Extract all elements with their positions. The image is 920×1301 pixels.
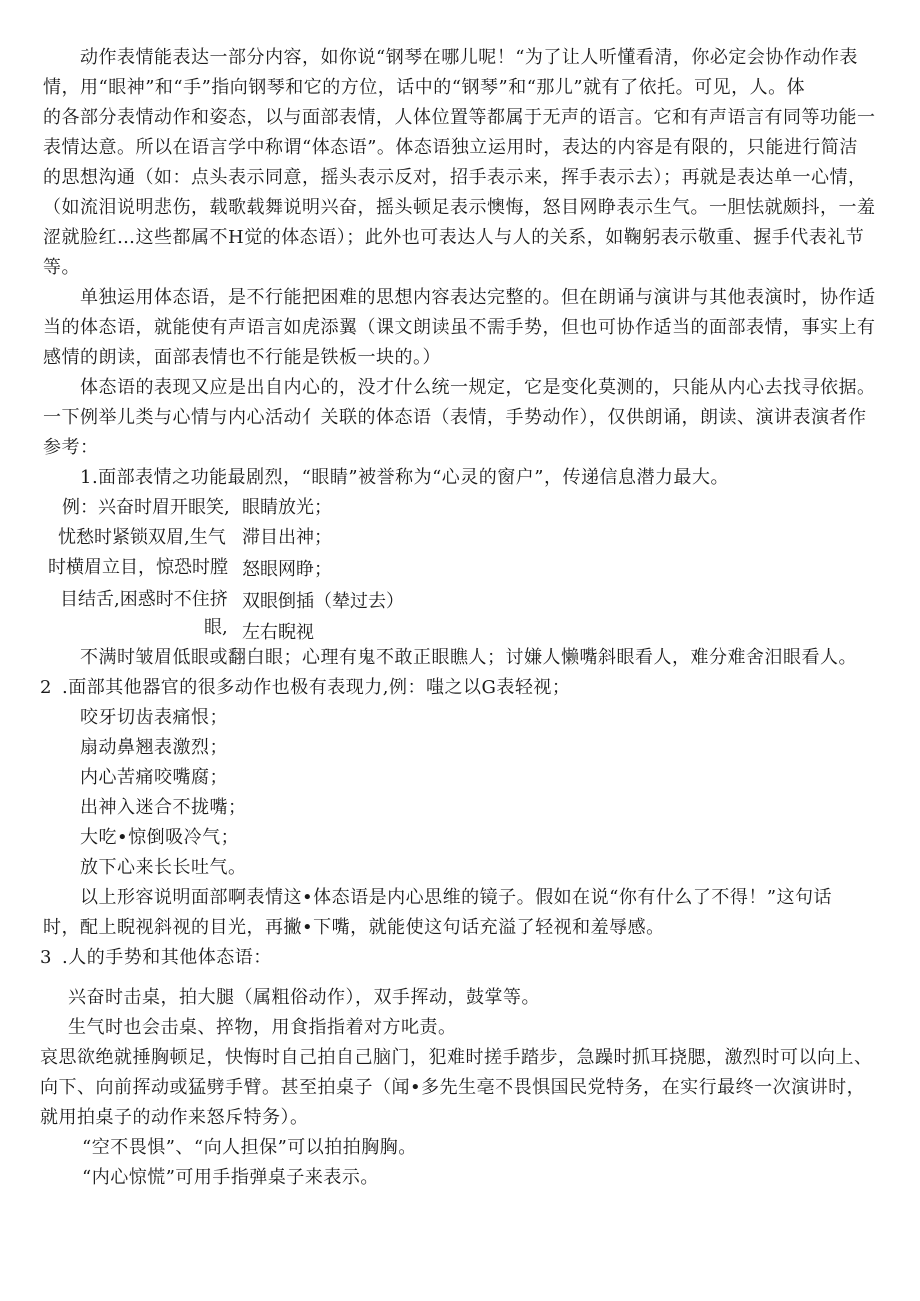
paragraph-line: （如流泪说明悲伤，载歌载舞说明兴奋，摇头顿足表示懊悔，怒目网睁表示生气。一胆怯就颇抖，一羞 [43,197,876,218]
table-cell-left: 例：兴奋时眉开眼笑, [62,497,230,518]
list-item: 扇动鼻翘表激烈； [80,737,228,758]
paragraph-line: 一下例举儿类与心情与内心活动亻关联的体态语（表情，手势动作），仅供朗诵，朗读、演讲表演者作 [43,407,867,428]
section-number: 3 [40,947,52,968]
list-item: 咬牙切齿表痛恨； [80,707,228,728]
paragraph-line: 感情的朗读，面部表情也不行能是铁板一块的。） [43,347,441,368]
paragraph-line: 动作表情能表达一部分内容，如你说“钢琴在哪儿呢！“为了让人听懂看清，你必定会协作动作表 [80,47,858,68]
table-cell-right: 眼睛放光； [242,497,332,518]
paragraph-line: 时，配上睨视斜视的目光，再撇•下嘴，就能使这句话充溢了轻视和羞辱感。 [43,917,665,938]
paragraph-line: 参考： [43,437,99,458]
paragraph-line: 兴奋时击桌，拍大腿（属粗俗动作），双手挥动，鼓掌等。 [68,987,540,1008]
list-item: 内心苦痛咬嘴腐； [80,767,228,788]
paragraph-line: 以上形容说明面部啊表情这•体态语是内心思维的镜子。假如在说“你有什么了不得！”这句话 [80,887,833,908]
paragraph-line: 向下、向前挥动或猛劈手臂。甚至拍桌子（闻•多先生亳不畏惧国民党特务，在实行最终一次演讲时， [40,1077,866,1098]
section-heading: 1.面部表情之功能最剧烈，“眼睛”被誉称为“心灵的窗户”，传递信息潜力最大。 [80,467,729,488]
table-cell-right: 怒眼网睁； [242,559,332,580]
paragraph-line: 的思想沟通（如：点头表示同意，摇头表示反对，招手表示来，挥手表示去）；再就是表达单一心情， [43,167,867,188]
paragraph-line: 等。 [43,257,80,278]
section-heading: .面部其他器官的很多动作也极有表现力,例：嗤之以G表轻视； [62,677,571,698]
paragraph-line: 情，用“眼神”和“手”指向钢琴和它的方位，话中的“钢琴”和“那儿”就有了依托。可见，人。体 [43,77,806,98]
paragraph-line: 的各部分表情动作和姿态，以与面部表情，人体位置等都属于无声的语言。它和有声语言有同等功能一 [43,107,876,128]
table-cell-right: 双眼倒插（辇过去） [242,591,404,612]
table-cell-left: 忧愁时紧锁双眉,生气 [58,527,226,548]
paragraph-line: 生气时也会击桌、捽物，用食指指着对方叱责。 [68,1017,457,1038]
list-item: 出神入迷合不拢嘴； [80,797,247,818]
paragraph-line: “内心惊慌”可用手指弹桌子来表示。 [82,1167,379,1188]
paragraph-line: 涩就脸红…这些都属不H觉的体态语）；此外也可表达人与人的关系，如鞠躬表示敬重、握手代表礼节 [43,227,865,248]
table-cell-left: 时横眉立目，惊恐时膛 [48,557,228,578]
paragraph-line: 哀思欲绝就捶胸顿足，快悔时自己拍自己脑门，犯难时搓手踏步，急躁时抓耳挠腮，激烈时可以向上、 [40,1047,873,1068]
section-heading: .人的手势和其他体态语： [62,947,272,968]
paragraph-line: 当的体态语，就能使有声语言如虎添翼（课文朗读虽不需手势，但也可协作适当的面部表情，事实上有 [43,317,876,338]
table-cell-right: 左右睨视 [242,622,314,640]
table-cell-left: 目结舌,困惑时不住挤 [60,589,228,610]
section-number: 2 [40,677,52,698]
paragraph-line: “空不畏惧”、“向人担保”可以拍拍胸胸。 [82,1137,417,1158]
table-cell-right: 滞目出神； [242,527,332,548]
paragraph-line: 单独运用体态语，是不行能把困难的思想内容表达完整的。但在朗诵与演讲与其他表演时，协作适 [80,287,876,308]
paragraph-line: 体态语的表现又应是出自内心的，没才什么统一规定，它是变化莫测的，只能从内心去找寻依据。 [80,377,876,398]
paragraph-line: 就用拍桌子的动作来怒斥特务）。 [40,1107,309,1128]
list-item: 大吃•惊倒吸冷气； [80,827,240,848]
list-item: 放下心来长长吐气。 [80,857,247,878]
paragraph-line: 表情达意。所以在语言学中称谓“体态语”。体态语独立运用时，表达的内容是有限的，只能进行简洁 [43,137,858,158]
table-cell-left: 眼, [204,617,228,638]
paragraph-line: 不满时皱眉低眼或翻白眼；心理有鬼不敢正眼瞧人；讨嫌人懒嘴斜眼看人，难分难舍汨眼看人。 [80,647,857,668]
